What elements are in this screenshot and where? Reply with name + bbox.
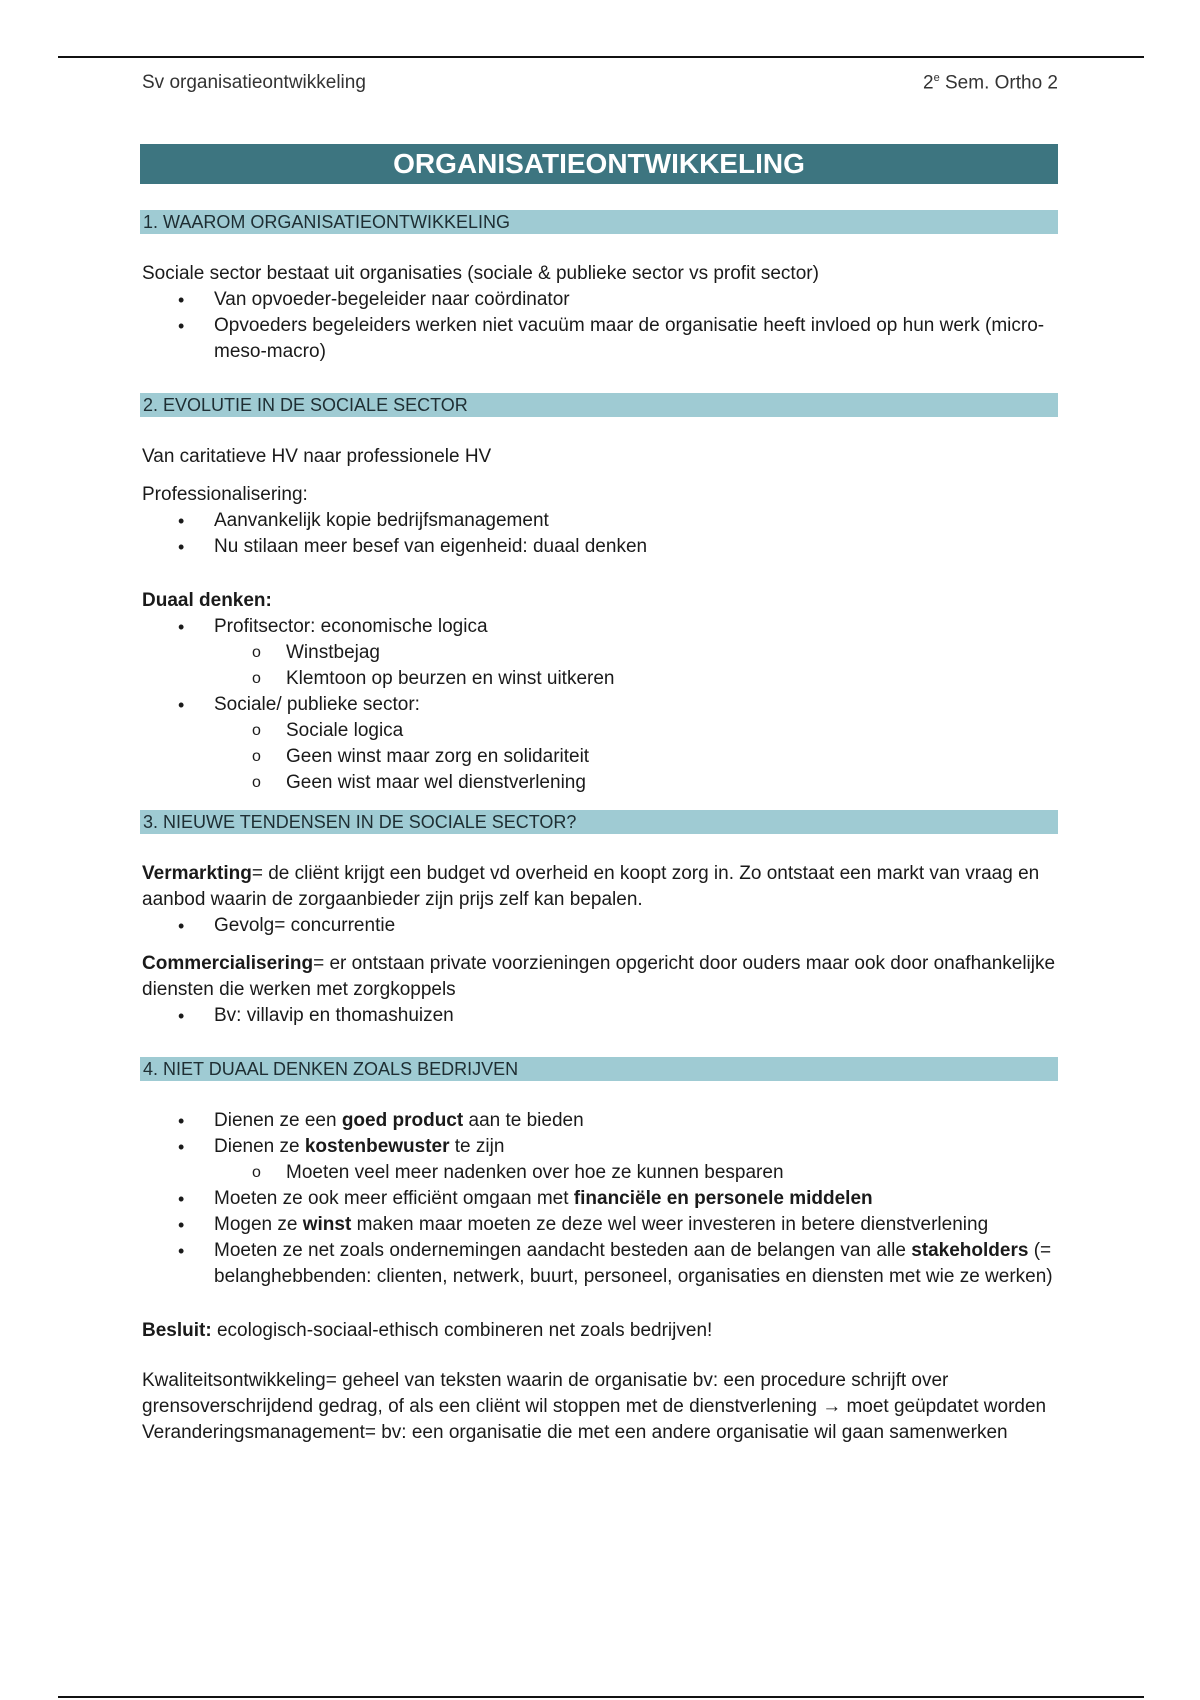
vermarkting-list	[142, 913, 1142, 939]
document-body	[142, 144, 1142, 1446]
besluit-term: Besluit:	[142, 1320, 212, 1341]
b5-bold: stakeholders	[911, 1240, 1029, 1261]
sub-list-item: o Geen winst maar zorg en solidariteit	[142, 744, 1142, 770]
header-semester-num: 2	[923, 72, 934, 94]
section-1-heading: 1. WAAROM ORGANISATIEONTWIKKELING	[140, 210, 1058, 234]
list-item: • Aanvankelijk kopie bedrijfsmanagement	[142, 508, 1142, 534]
list-item: • Van opvoeder-begeleider naar coördinator	[142, 287, 1142, 313]
b2-bold: kostenbewuster	[304, 1136, 450, 1157]
header-semester-sup: e	[933, 72, 940, 84]
besluit-text: ecologisch-sociaal-ethisch combineren net zoals bedrijven!	[211, 1320, 713, 1341]
commercialisering-paragraph	[142, 951, 1142, 1003]
b2-sublist	[142, 1160, 1142, 1186]
list-item-sociaal	[142, 692, 1142, 796]
b1-pre: Dienen ze een	[214, 1110, 342, 1131]
section-4-heading: 4. NIET DUAAL DENKEN ZOALS BEDRIJVEN	[140, 1057, 1058, 1081]
profit-sublist	[142, 640, 1142, 692]
b2-pre: Dienen ze	[214, 1136, 305, 1157]
b4-bold: winst	[302, 1214, 352, 1235]
s2-p1: Van caritatieve HV naar professionele HV	[142, 446, 492, 467]
sociaal-sublist	[142, 718, 1142, 796]
header-course: Sv organisatieontwikkeling	[142, 72, 366, 93]
vermarkting-text: = de cliënt krijgt een budget vd overheid en koopt zorg in. Zo ontstaat een markt van vraag en aanbod waarin de zorgaanbieder zijn prijs zelf kan bepalen.	[142, 863, 1040, 910]
b3-bold: financiële en personele middelen	[573, 1188, 873, 1209]
profit-label: Profitsector: economische logica	[214, 616, 488, 637]
commercialisering-list	[142, 1003, 1142, 1029]
b4-post: maken maar moeten ze deze wel weer investeren in betere dienstverlening	[351, 1214, 989, 1235]
kwaliteit-pre: Kwaliteitsontwikkeling= geheel van teksten waarin de organisatie bv: een procedure schrijft over grensoverschrijdend gedrag, of als een cliënt wil stoppen met de dienstverlening	[142, 1370, 949, 1417]
s2-p2: Professionalisering:	[142, 484, 308, 505]
document-title: ORGANISATIEONTWIKKELING	[140, 144, 1058, 184]
list-item	[142, 1186, 1142, 1212]
s1-intro: Sociale sector bestaat uit organisaties (sociale & publieke sector vs profit sector)	[142, 263, 819, 284]
section-3-heading: 3. NIEUWE TENDENSEN IN DE SOCIALE SECTOR?	[140, 810, 1058, 834]
s1-bullet-list	[142, 287, 1142, 365]
sub-list-item: o Geen wist maar wel dienstverlening	[142, 770, 1142, 796]
kwaliteit-paragraph	[142, 1368, 1142, 1420]
kwaliteit-post: moet geüpdatet worden	[841, 1396, 1047, 1417]
bottom-rule	[58, 1696, 1144, 1698]
sub-list-item: o Klemtoon op beurzen en winst uitkeren	[142, 666, 1142, 692]
list-item	[142, 1134, 1142, 1186]
header-semester-rest: Sem. Ortho 2	[939, 72, 1058, 94]
list-item	[142, 1238, 1142, 1290]
arrow-right-icon: →	[822, 1396, 842, 1417]
commercialisering-term: Commercialisering	[142, 953, 314, 974]
sub-list-item: o Moeten veel meer nadenken over hoe ze kunnen besparen	[142, 1160, 1142, 1186]
list-item: • Nu stilaan meer besef van eigenheid: duaal denken	[142, 534, 1142, 560]
header-semester	[923, 72, 1058, 94]
b5-pre: Moeten ze net zoals ondernemingen aandacht besteden aan de belangen van alle	[214, 1240, 912, 1261]
section-2-heading: 2. EVOLUTIE IN DE SOCIALE SECTOR	[140, 393, 1058, 417]
sub-list-item: o Sociale logica	[142, 718, 1142, 744]
list-item: • Bv: villavip en thomashuizen	[142, 1003, 1142, 1029]
b2-post: te zijn	[449, 1136, 505, 1157]
vermarkting-term: Vermarkting	[142, 863, 252, 884]
s2-bullet-list	[142, 508, 1142, 560]
b1-post: aan te bieden	[463, 1110, 584, 1131]
b3-pre: Moeten ze ook meer efficiënt omgaan met	[214, 1188, 574, 1209]
list-item	[142, 1108, 1142, 1134]
b1-bold: goed product	[341, 1110, 464, 1131]
top-rule	[58, 56, 1144, 58]
list-item: • Gevolg= concurrentie	[142, 913, 1142, 939]
besluit-paragraph	[142, 1318, 1142, 1344]
commercialisering-text: = er ontstaan private voorzieningen opgericht door ouders maar ook door onafhankelijke diensten die werken met zorgkoppels	[142, 953, 1056, 1000]
sub-list-item: o Winstbejag	[142, 640, 1142, 666]
vermarkting-paragraph	[142, 861, 1142, 913]
list-item	[142, 1212, 1142, 1238]
duaal-denken-term: Duaal denken:	[142, 590, 272, 611]
duaal-denken-title	[142, 588, 1142, 614]
duaal-list	[142, 614, 1142, 796]
list-item: • Opvoeders begeleiders werken niet vacuüm maar de organisatie heeft invloed op hun werk (micro-meso-macro)	[142, 313, 1142, 365]
s4-bullet-list	[142, 1108, 1142, 1290]
b5-post: (= belanghebbenden: clienten, netwerk, buurt, personeel, organisaties en diensten met wie ze werken)	[214, 1240, 1053, 1287]
b4-pre: Mogen ze	[214, 1214, 303, 1235]
sociaal-label: Sociale/ publieke sector:	[214, 694, 420, 715]
list-item-profit	[142, 614, 1142, 692]
verandering-paragraph: Veranderingsmanagement= bv: een organisatie die met een andere organisatie wil gaan samenwerken	[142, 1422, 1008, 1443]
